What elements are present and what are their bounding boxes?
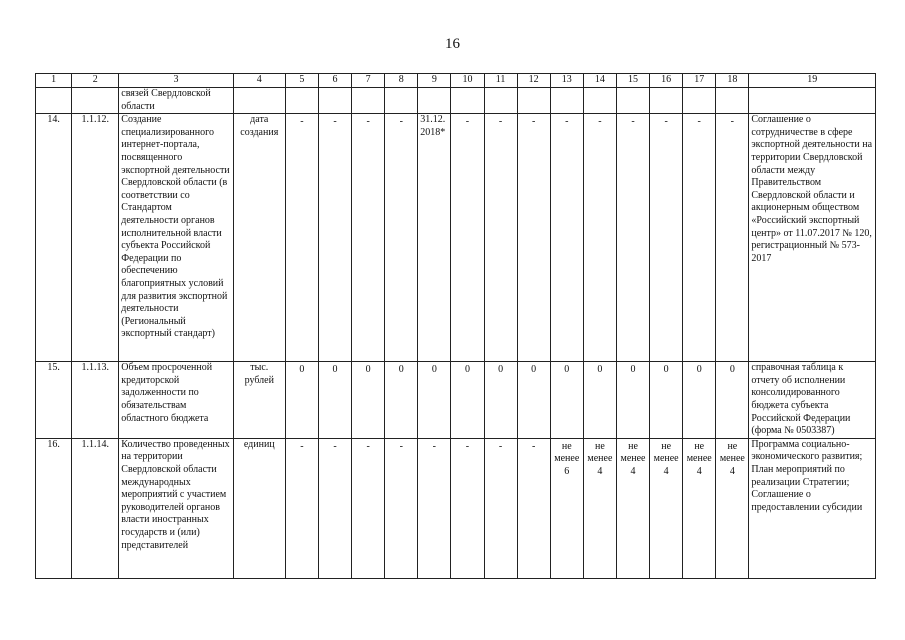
value-cell xyxy=(318,88,351,114)
header-cell: 11 xyxy=(484,74,517,88)
value-cell: 0 xyxy=(716,362,749,439)
header-cell: 9 xyxy=(418,74,451,88)
header-cell: 14 xyxy=(583,74,616,88)
source-document xyxy=(749,88,876,114)
value-cell xyxy=(451,88,484,114)
value-cell: - xyxy=(517,438,550,578)
value-cell: - xyxy=(352,114,385,362)
value-cell: - xyxy=(583,114,616,362)
value-cell: - xyxy=(550,114,583,362)
header-cell: 7 xyxy=(352,74,385,88)
value-cell xyxy=(583,88,616,114)
value-cell: не менее 4 xyxy=(650,438,683,578)
value-cell: 0 xyxy=(683,362,716,439)
value-cell: 0 xyxy=(583,362,616,439)
value-cell xyxy=(517,88,550,114)
page-number: 16 xyxy=(445,36,460,52)
value-cell: - xyxy=(385,438,418,578)
row-number: 14. xyxy=(36,114,72,362)
value-cell: - xyxy=(484,438,517,578)
row-number xyxy=(36,88,72,114)
row-code: 1.1.14. xyxy=(72,438,119,578)
value-cell: - xyxy=(650,114,683,362)
value-cell: - xyxy=(352,438,385,578)
header-cell: 1 xyxy=(36,74,72,88)
value-cell: - xyxy=(318,114,351,362)
header-cell: 6 xyxy=(318,74,351,88)
unit xyxy=(233,88,285,114)
header-cell: 16 xyxy=(650,74,683,88)
value-cell: 31.12. 2018* xyxy=(418,114,451,362)
value-cell: - xyxy=(418,438,451,578)
value-cell: - xyxy=(451,438,484,578)
indicators-table xyxy=(35,73,876,579)
indicator-name: Объем просроченной кредиторской задолженности по обязательствам областного бюджета xyxy=(119,362,233,439)
value-cell: - xyxy=(285,114,318,362)
header-cell: 17 xyxy=(683,74,716,88)
indicator-name: Создание специализированного интернет-портала, посвященного экспортной деятельности Свердловской области (в соответствии со Стандартом деятельности органов исполнительной власти субъекта Российской Федерации по обеспечению благоприятных условий для развития экспортной деятельности (Региональный экспортный стандарт) xyxy=(119,114,233,362)
value-cell: 0 xyxy=(484,362,517,439)
unit: дата создания xyxy=(233,114,285,362)
value-cell xyxy=(484,88,517,114)
value-cell: 0 xyxy=(285,362,318,439)
value-cell: - xyxy=(517,114,550,362)
value-cell: 0 xyxy=(517,362,550,439)
value-cell xyxy=(285,88,318,114)
value-cell: - xyxy=(318,438,351,578)
value-cell: - xyxy=(716,114,749,362)
header-cell: 18 xyxy=(716,74,749,88)
value-cell: 0 xyxy=(550,362,583,439)
header-cell: 12 xyxy=(517,74,550,88)
row-number: 15. xyxy=(36,362,72,439)
header-cell: 4 xyxy=(233,74,285,88)
value-cell xyxy=(352,88,385,114)
value-cell: 0 xyxy=(318,362,351,439)
value-cell xyxy=(385,88,418,114)
value-cell: - xyxy=(484,114,517,362)
value-cell xyxy=(650,88,683,114)
value-cell xyxy=(616,88,649,114)
unit: единиц xyxy=(233,438,285,578)
header-cell: 2 xyxy=(72,74,119,88)
value-cell: не менее 6 xyxy=(550,438,583,578)
value-cell: - xyxy=(616,114,649,362)
table-row xyxy=(36,88,876,114)
value-cell xyxy=(550,88,583,114)
value-cell xyxy=(716,88,749,114)
header-cell: 10 xyxy=(451,74,484,88)
header-cell: 15 xyxy=(616,74,649,88)
source-document: справочная таблица к отчету об исполнении консолидированного бюджета субъекта Российской Федерации (форма № 0503387) xyxy=(749,362,876,439)
value-cell: 0 xyxy=(418,362,451,439)
value-cell: - xyxy=(683,114,716,362)
value-cell: не менее 4 xyxy=(683,438,716,578)
value-cell xyxy=(683,88,716,114)
value-cell: - xyxy=(285,438,318,578)
indicator-name: Количество проведенных на территории Свердловской области международных мероприятий с участием руководителей органов власти иностранных государств и (или) представителей xyxy=(119,438,233,578)
unit: тыс. рублей xyxy=(233,362,285,439)
header-cell: 3 xyxy=(119,74,233,88)
source-document: Соглашение о сотрудничестве в сфере экспортной деятельности на территории Свердловской области между Правительством Свердловской области и акционерным обществом «Российский экспортный центр» от 11.07.2017 № 120, регистрационный № 573-2017 xyxy=(749,114,876,362)
value-cell: не менее 4 xyxy=(716,438,749,578)
table-row xyxy=(36,114,876,362)
value-cell: - xyxy=(451,114,484,362)
value-cell xyxy=(418,88,451,114)
row-number: 16. xyxy=(36,438,72,578)
value-cell: 0 xyxy=(352,362,385,439)
source-document: Программа социально-экономического развития; План мероприятий по реализации Стратегии; Соглашение о предоставлении субсидии xyxy=(749,438,876,578)
value-cell: - xyxy=(385,114,418,362)
header-cell: 13 xyxy=(550,74,583,88)
value-cell: 0 xyxy=(616,362,649,439)
indicator-name: связей Свердловской области xyxy=(119,88,233,114)
value-cell: 0 xyxy=(650,362,683,439)
header-cell: 8 xyxy=(385,74,418,88)
value-cell: не менее 4 xyxy=(616,438,649,578)
value-cell: 0 xyxy=(385,362,418,439)
row-code xyxy=(72,88,119,114)
column-number-row xyxy=(36,74,876,88)
header-cell: 19 xyxy=(749,74,876,88)
value-cell: не менее 4 xyxy=(583,438,616,578)
header-cell: 5 xyxy=(285,74,318,88)
table-row xyxy=(36,362,876,439)
row-code: 1.1.12. xyxy=(72,114,119,362)
value-cell: 0 xyxy=(451,362,484,439)
table-row xyxy=(36,438,876,578)
row-code: 1.1.13. xyxy=(72,362,119,439)
